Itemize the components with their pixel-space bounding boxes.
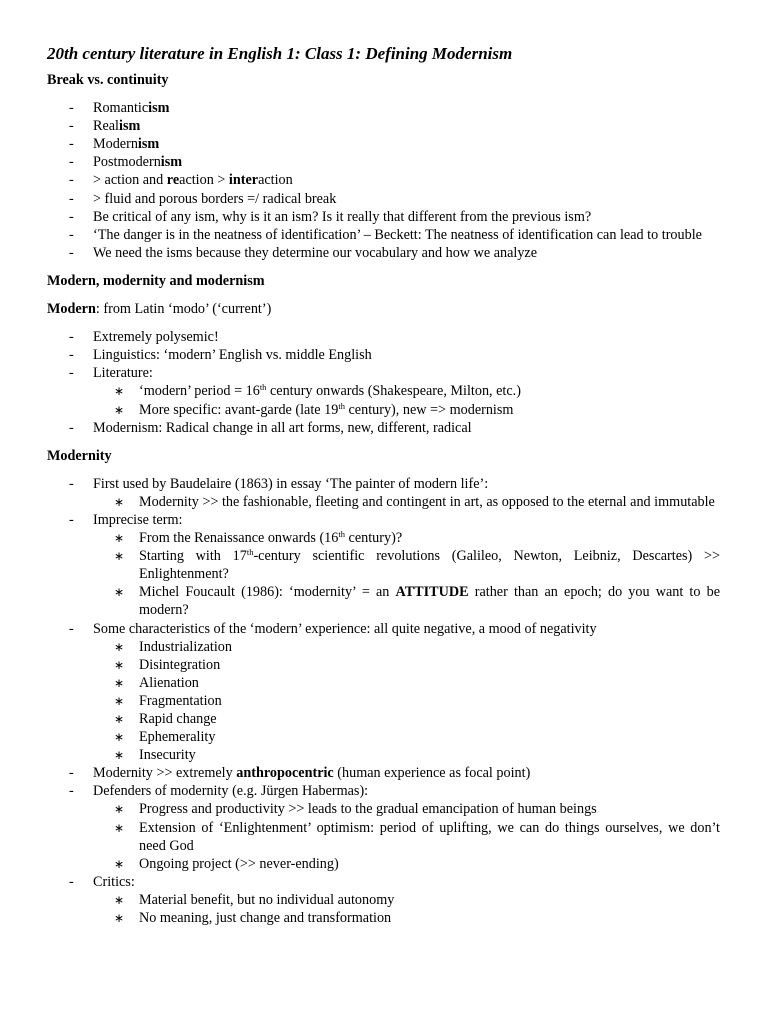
sublist	[93, 529, 720, 619]
term-modern: Modern	[47, 301, 96, 318]
dash-marker: -	[69, 873, 74, 890]
sublist	[93, 891, 720, 927]
item-text: No meaning, just change and transformation	[139, 910, 392, 927]
definition-text: : from Latin ‘modo’ (‘current’)	[95, 301, 272, 318]
dash-marker: -	[69, 475, 74, 492]
item-text: rather than an epoch; do you want to be modern?	[139, 584, 720, 619]
list-modernity	[47, 475, 720, 927]
item-text: > action and	[93, 172, 167, 189]
dash-marker: -	[69, 244, 74, 261]
list-item	[47, 346, 720, 364]
item-text: century), new => modernism	[344, 401, 514, 418]
asterisk-marker: ∗	[114, 730, 125, 745]
list-modern	[47, 328, 720, 437]
list-item	[47, 419, 720, 437]
asterisk-marker: ∗	[114, 531, 125, 546]
asterisk-marker: ∗	[114, 675, 125, 690]
item-bold: ism	[119, 118, 141, 135]
heading-break-vs-continuity: Break vs. continuity	[47, 72, 169, 88]
dash-marker: -	[69, 765, 74, 782]
item-text: More specific: avant-garde (late 19	[139, 401, 339, 418]
item-text: From the Renaissance onwards (16	[139, 530, 339, 547]
item-text: Modern	[93, 136, 138, 153]
sublist	[93, 493, 720, 511]
item-text: Rapid change	[139, 711, 217, 727]
item-text: Insecurity	[139, 747, 196, 764]
sublist-item	[47, 728, 720, 746]
asterisk-marker: ∗	[114, 892, 125, 907]
item-text: action	[258, 172, 293, 189]
item-text: century)?	[345, 530, 403, 547]
document-title: 20th century literature in English 1: Class 1: Defining Modernism	[47, 44, 513, 63]
item-text: Imprecise term:	[93, 511, 183, 528]
sublist-item	[47, 674, 720, 692]
superscript: th	[246, 547, 254, 558]
item-bold: ism	[148, 100, 170, 117]
item-bold: anthropocentric	[236, 765, 334, 782]
item-text: Extension of ‘Enlightenment’ optimism: period of uplifting, we can do things ourselves, we don’t need God	[139, 819, 720, 854]
asterisk-marker: ∗	[114, 820, 125, 835]
dash-marker: -	[69, 365, 74, 382]
item-text: ‘modern’ period = 16	[139, 383, 260, 400]
dash-marker: -	[69, 154, 74, 171]
item-text: -century scientific revolutions (Galileo, Newton, Leibniz, Descartes) >> Enlightenment?	[139, 548, 720, 583]
heading-modern-modernity-modernism: Modern, modernity and modernism	[47, 272, 265, 289]
dash-marker: -	[69, 511, 74, 528]
sublist-item	[47, 583, 720, 619]
item-text: Literature:	[93, 365, 153, 382]
asterisk-marker: ∗	[114, 911, 125, 926]
heading-modernity: Modernity	[47, 447, 112, 464]
item-text: (human experience as focal point)	[333, 765, 531, 782]
dash-marker: -	[69, 118, 74, 135]
dash-marker: -	[69, 347, 74, 364]
item-text: First used by Baudelaire (1863) in essay ‘The painter of modern life’:	[93, 475, 489, 492]
asterisk-marker: ∗	[114, 402, 125, 417]
list-item	[47, 190, 720, 208]
item-text: Linguistics: ‘modern’ English vs. middle English	[93, 347, 372, 364]
item-text: Real	[93, 118, 119, 135]
item-text: Michel Foucault (1986): ‘modernity’ = an	[139, 584, 396, 601]
item-text: Extremely polysemic!	[93, 329, 219, 346]
item-bold: re	[166, 172, 180, 189]
item-text: > fluid and porous borders =/ radical break	[93, 190, 337, 207]
dash-marker: -	[69, 190, 74, 207]
list-item	[47, 328, 720, 346]
list-item	[47, 764, 720, 782]
item-text: Material benefit, but no individual autonomy	[139, 891, 395, 908]
sublist	[93, 382, 720, 418]
sublist-item	[47, 855, 720, 873]
sublist-item	[47, 800, 720, 818]
item-text: ‘The danger is in the neatness of identification’ – Beckett: The neatness of identification can lead to trouble	[93, 226, 702, 243]
item-text: century onwards (Shakespeare, Milton, etc.)	[266, 383, 521, 400]
dash-marker: -	[69, 783, 74, 800]
item-text: Starting with 17	[139, 548, 247, 565]
asterisk-marker: ∗	[114, 384, 125, 399]
item-text: Be critical of any ism, why is it an ism? Is it really that different from the previous ism?	[93, 208, 592, 225]
item-text: Disintegration	[139, 656, 221, 673]
list-item	[47, 117, 720, 135]
sublist-characteristics	[93, 638, 720, 765]
asterisk-marker: ∗	[114, 693, 125, 708]
dash-marker: -	[69, 419, 74, 436]
list-item	[47, 171, 720, 189]
sublist	[93, 800, 720, 872]
sublist-item	[47, 493, 720, 511]
sublist-item	[47, 692, 720, 710]
dash-marker: -	[69, 329, 74, 346]
asterisk-marker: ∗	[114, 585, 125, 600]
item-text: action >	[179, 172, 229, 189]
sublist-item	[47, 656, 720, 674]
superscript: th	[338, 400, 345, 411]
item-bold: ism	[137, 136, 160, 153]
sublist-item	[47, 382, 720, 400]
list-item	[47, 873, 720, 927]
item-text: Postmodern	[93, 154, 161, 171]
list-isms	[47, 99, 720, 262]
item-bold: ism	[160, 154, 183, 171]
asterisk-marker: ∗	[114, 748, 125, 763]
item-text: Modernity >> extremely	[93, 765, 237, 782]
sublist-item	[47, 819, 720, 855]
sublist-item	[47, 710, 720, 728]
dash-marker: -	[69, 226, 74, 243]
asterisk-marker: ∗	[114, 494, 125, 509]
list-item	[47, 511, 720, 620]
asterisk-marker: ∗	[114, 802, 125, 817]
item-bold: ATTITUDE	[395, 584, 469, 601]
list-item	[47, 475, 720, 511]
modern-definition	[47, 300, 720, 318]
item-text: Progress and productivity >> leads to the gradual emancipation of human beings	[139, 801, 597, 818]
item-text: Fragmentation	[139, 692, 222, 709]
dash-marker: -	[69, 620, 74, 637]
sublist-item	[47, 909, 720, 927]
list-item	[47, 244, 720, 262]
list-item	[47, 782, 720, 872]
sublist-item	[47, 401, 720, 419]
item-text: Industrialization	[139, 638, 232, 655]
dash-marker: -	[69, 172, 74, 189]
item-text: Ephemerality	[139, 729, 216, 746]
item-text: Ongoing project (>> never-ending)	[139, 855, 339, 872]
sublist-item	[47, 547, 720, 583]
list-item	[47, 153, 720, 171]
superscript: th	[259, 382, 267, 393]
list-item	[47, 208, 720, 226]
sublist-item	[47, 891, 720, 909]
list-item	[47, 99, 720, 117]
list-item	[47, 226, 720, 244]
sublist-item	[47, 746, 720, 764]
item-text: Modernity >> the fashionable, fleeting and contingent in art, as opposed to the eternal and immutable	[139, 493, 715, 510]
sublist-item	[47, 529, 720, 547]
dash-marker: -	[69, 208, 74, 225]
list-item	[47, 364, 720, 418]
sublist-item	[47, 638, 720, 656]
asterisk-marker: ∗	[114, 639, 125, 654]
list-item	[47, 135, 720, 153]
asterisk-marker: ∗	[114, 712, 125, 726]
item-text: Some characteristics of the ‘modern’ experience: all quite negative, a mood of negativity	[93, 620, 597, 637]
item-text: Critics:	[93, 873, 135, 890]
item-text: Alienation	[139, 674, 199, 691]
item-bold: inter	[228, 172, 259, 189]
item-text: We need the isms because they determine our vocabulary and how we analyze	[93, 244, 538, 261]
dash-marker: -	[69, 100, 74, 117]
asterisk-marker: ∗	[114, 657, 125, 672]
item-text: Romantic	[93, 100, 149, 117]
item-text: Defenders of modernity (e.g. Jürgen Habermas):	[93, 783, 369, 800]
list-item	[47, 620, 720, 765]
asterisk-marker: ∗	[114, 856, 125, 871]
asterisk-marker: ∗	[114, 549, 125, 564]
dash-marker: -	[69, 136, 74, 153]
item-text: Modernism: Radical change in all art forms, new, different, radical	[93, 419, 472, 436]
superscript: th	[338, 529, 345, 540]
